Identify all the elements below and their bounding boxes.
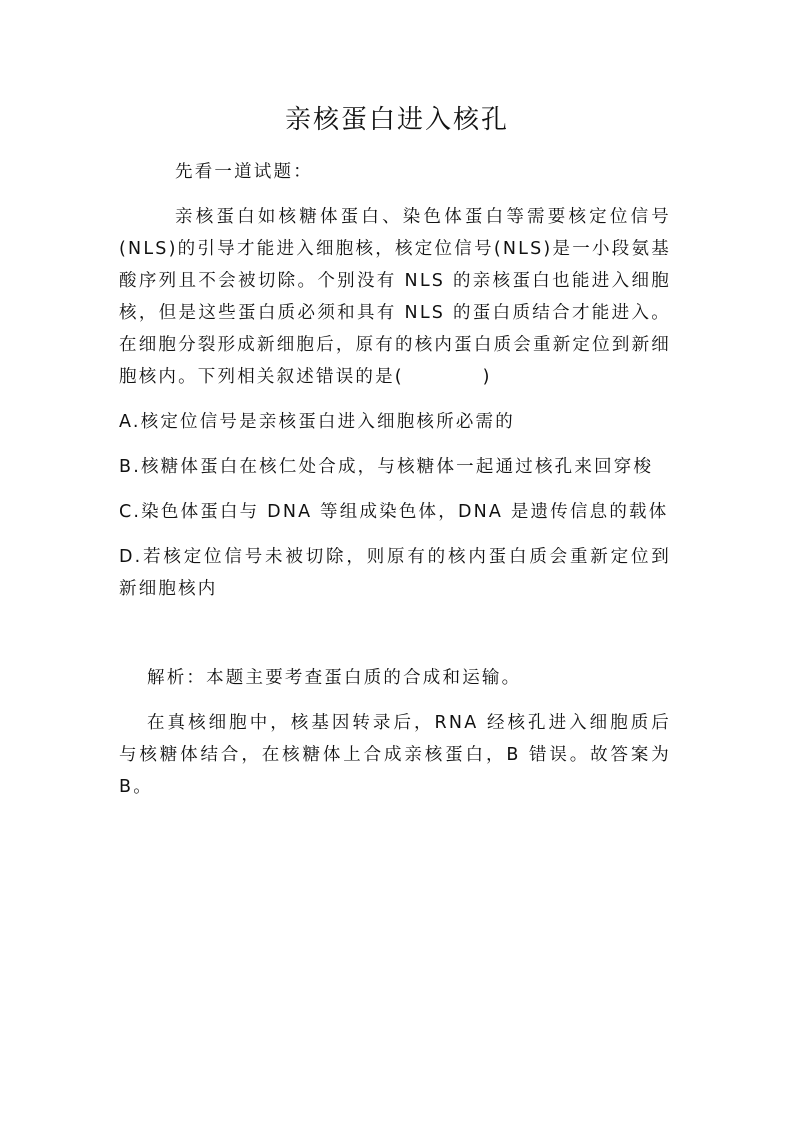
analysis-body: 在真核细胞中，核基因转录后，RNA 经核孔进入细胞质后与核糖体结合，在核糖体上合成亲核蛋白，B 错误。故答案为 B。	[119, 713, 671, 797]
intro-paragraph: 先看一道试题：	[175, 162, 313, 182]
option-d: D.若核定位信号未被切除，则原有的核内蛋白质会重新定位到新细胞核内	[119, 547, 671, 599]
section-spacer	[119, 618, 671, 662]
option-a: A.核定位信号是亲核蛋白进入细胞核所必需的	[119, 412, 515, 432]
option-b: B.核糖体蛋白在核仁处合成，与核糖体一起通过核孔来回穿梭	[119, 457, 654, 477]
document-body	[119, 156, 671, 816]
question-paragraph: 亲核蛋白如核糖体蛋白、染色体蛋白等需要核定位信号(NLS)的引导才能进入细胞核，核定位信号(NLS)是一小段氨基酸序列且不会被切除。个别没有 NLS 的亲核蛋白也能进入细胞核，但是这些蛋白质必须和具有 NLS 的蛋白质结合才能进入。在细胞分裂形成新细胞后，原有的核内蛋白质会重新定位到新细胞核内。下列相关叙述错误的是( )	[119, 207, 671, 387]
document-title: 亲核蛋白进入核孔	[284, 105, 509, 135]
analysis-heading: 解析：本题主要考查蛋白质的合成和运输。	[147, 668, 522, 688]
option-c: C.染色体蛋白与 DNA 等组成染色体，DNA 是遗传信息的载体	[119, 502, 669, 522]
